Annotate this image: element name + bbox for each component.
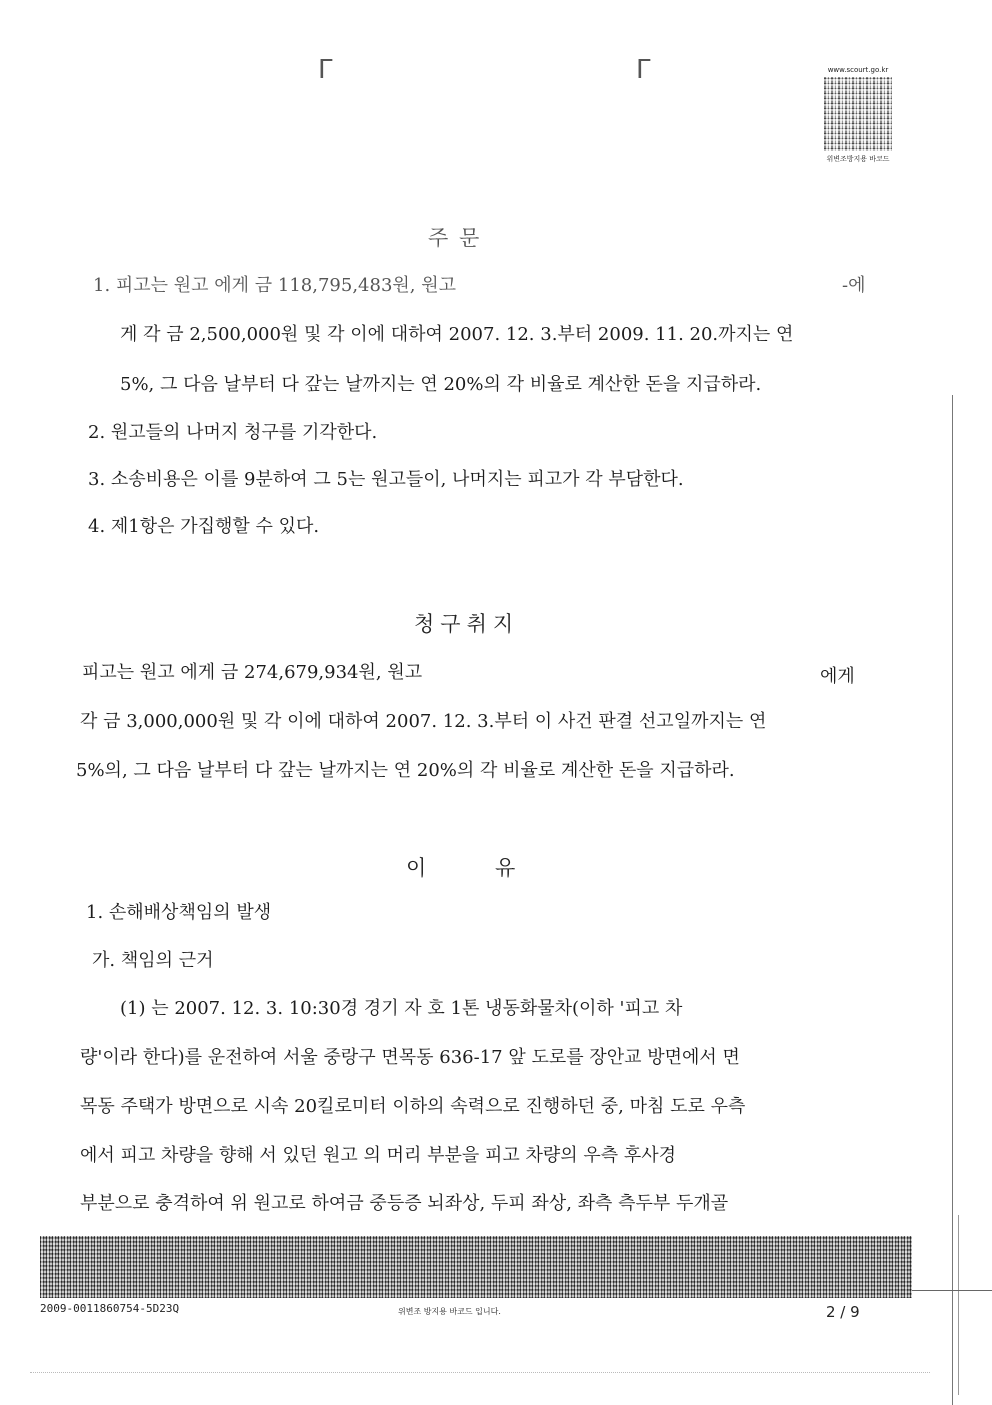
margin-rule — [952, 395, 953, 1405]
page-number: 2 / 9 — [826, 1303, 860, 1321]
reasons-section-1: 1. 손해배상책임의 발생 — [86, 902, 272, 923]
reasons-line-4: 에서 피고 차량을 향해 서 있던 원고 의 머리 부분을 피고 차량의 우측 후사경 — [80, 1145, 677, 1166]
barcode-caption: 위변조방지용 바코드 — [826, 155, 890, 163]
claim-line-3: 5%의, 그 다음 날부터 다 갚는 날까지는 연 20%의 각 비율로 계산한 돈을 지급하라. — [76, 760, 735, 781]
reasons-line-5: 부분으로 충격하여 위 원고로 하여금 중등증 뇌좌상, 두피 좌상, 좌측 측두부 두개골 — [80, 1193, 729, 1214]
claim-line-1-end: 에게 — [820, 666, 855, 687]
claim-line-2: 각 금 3,000,000원 및 각 이에 대하여 2007. 12. 3.부터 이 사건 판결 선고일까지는 연 — [80, 711, 767, 732]
barcode-note: 위변조 방지용 바코드 입니다. — [398, 1307, 501, 1316]
reasons-line-2: 량'이라 한다)를 운전하여 서울 중랑구 면목동 636-17 앞 도로를 장안교 방면에서 면 — [80, 1047, 740, 1068]
order-line-2: 게 각 금 2,500,000원 및 각 이에 대하여 2007. 12. 3.부터 2009. 11. 20.까지는 연 — [120, 324, 794, 345]
verification-barcode — [822, 66, 894, 166]
order-heading: 주 문 — [428, 226, 482, 250]
scan-mark: ᒥ — [636, 55, 651, 85]
reasons-subsection-a: 가. 책임의 근거 — [92, 950, 214, 971]
scan-dotline — [30, 1372, 930, 1374]
reasons-line-3: 목동 주택가 방면으로 시속 20킬로미터 이하의 속력으로 진행하던 중, 마침 도로 우측 — [80, 1096, 746, 1117]
order-line-3: 5%, 그 다음 날부터 다 갚는 날까지는 연 20%의 각 비율로 계산한 돈을 지급하라. — [120, 374, 762, 395]
order-item-4: 4. 제1항은 가집행할 수 있다. — [88, 516, 320, 537]
qr-code-icon — [824, 77, 892, 151]
order-line-1: 1. 피고는 원고 에게 금 118,795,483원, 원고 — [93, 275, 457, 296]
order-item-2: 2. 원고들의 나머지 청구를 기각한다. — [88, 422, 378, 443]
scan-mark: ᒥ — [318, 55, 333, 85]
order-line-1-end: -에 — [842, 275, 866, 296]
reasons-line-1: (1) 는 2007. 12. 3. 10:30경 경기 자 호 1톤 냉동화물차(이하 '피고 차 — [120, 998, 683, 1019]
claim-line-1: 피고는 원고 에게 금 274,679,934원, 원고 — [82, 662, 423, 683]
order-item-3: 3. 소송비용은 이를 9분하여 그 5는 원고들이, 나머지는 피고가 각 부담한다. — [88, 469, 684, 490]
document-code: 2009-0011860754-5D23Q — [40, 1302, 180, 1315]
claim-heading: 청구취지 — [414, 612, 520, 636]
margin-rule — [958, 1215, 959, 1395]
anti-forgery-barcode — [40, 1236, 912, 1298]
reasons-heading: 이 유 — [406, 856, 518, 880]
court-url: www.scourt.go.kr — [827, 66, 889, 74]
